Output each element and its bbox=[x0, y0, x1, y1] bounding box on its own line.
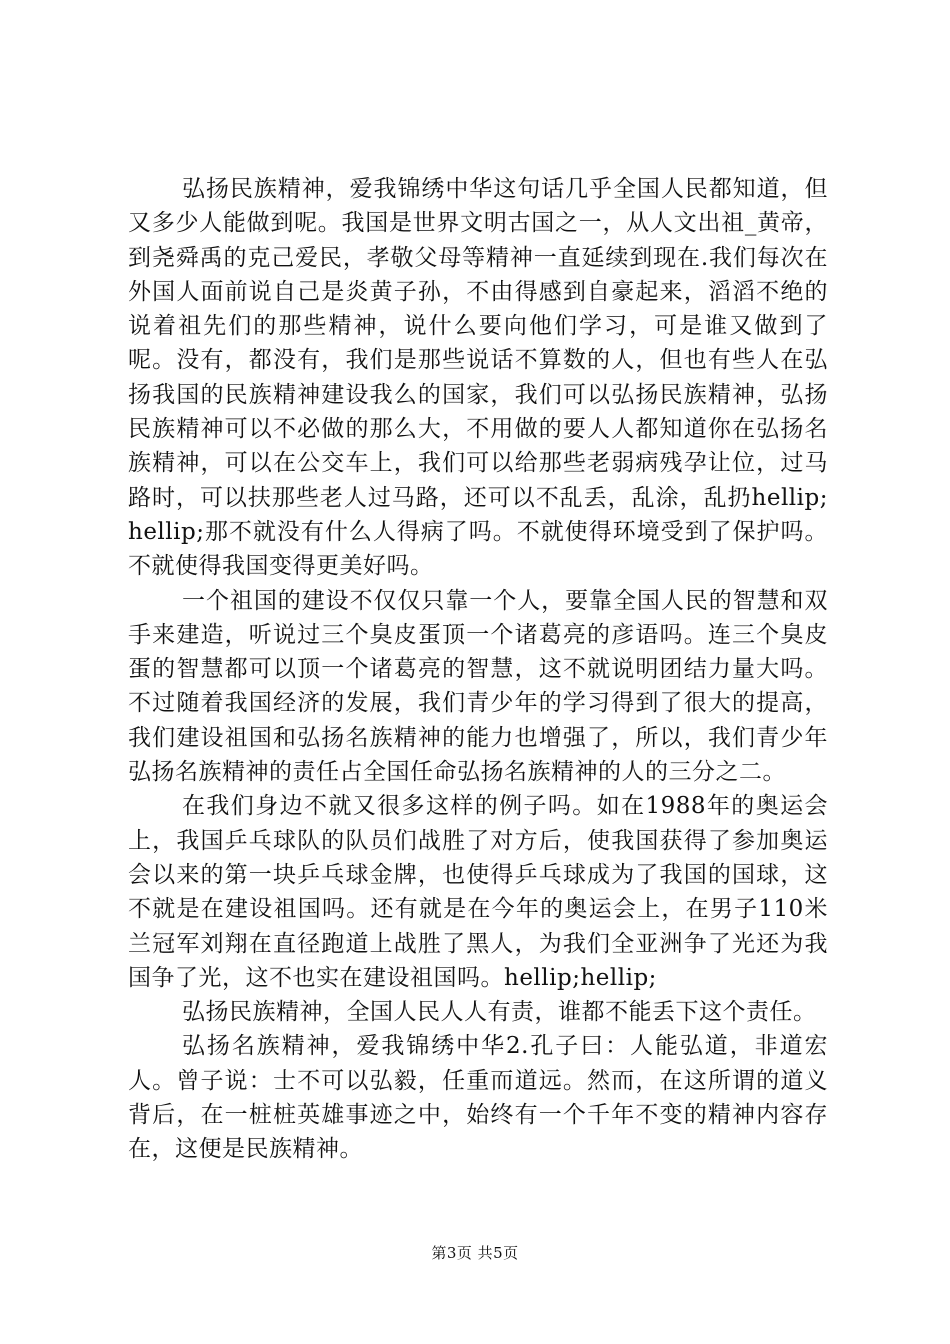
document-body bbox=[128, 172, 828, 1167]
paragraph-1: 弘扬民族精神，爱我锦绣中华这句话几乎全国人民都知道，但又多少人能做到呢。我国是世界文明古国之一，从人文出祖_黄帝，到尧舜禹的克己爱民，孝敬父母等精神一直延续到现在.我们每次在外国人面前说自己是炎黄子孙，不由得感到自豪起来，滔滔不绝的说着祖先们的那些精神，说什么要向他们学习，可是谁又做到了呢。没有，都没有，我们是那些说话不算数的人，但也有些人在弘扬我国的民族精神建设我么的国家，我们可以弘扬民族精神，弘扬民族精神可以不必做的那么大，不用做的要人人都知道你在弘扬名族精神，可以在公交车上，我们可以给那些老弱病残孕让位，过马路时，可以扶那些老人过马路，还可以不乱丢，乱涂，乱扔hellip;hellip;那不就没有什么人得病了吗。不就使得环境受到了保护吗。不就使得我国变得更美好吗。 bbox=[128, 176, 828, 580]
paragraph-3: 在我们身边不就又很多这样的例子吗。如在1988年的奥运会上，我国乒乓球队的队员们战胜了对方后，使我国获得了参加奥运会以来的第一块乒乓球金牌，也使得乒乓球成为了我国的国球，这不就是在建设祖国吗。还有就是在今年的奥运会上，在男子110米兰冠军刘翔在直径跑道上战胜了黑人，为我们全亚洲争了光还为我国争了光，这不也实在建设祖国吗。hellip;hellip; bbox=[128, 793, 828, 991]
paragraph-2: 一个祖国的建设不仅仅只靠一个人，要靠全国人民的智慧和双手来建造，听说过三个臭皮蛋顶一个诸葛亮的彦语吗。连三个臭皮蛋的智慧都可以顶一个诸葛亮的智慧，这不就说明团结力量大吗。不过随着我国经济的发展，我们青少年的学习得到了很大的提高，我们建设祖国和弘扬名族精神的能力也增强了，所以，我们青少年弘扬名族精神的责任占全国任命弘扬名族精神的人的三分之二。 bbox=[128, 587, 828, 786]
paragraph-4: 弘扬民族精神，全国人民人人有责，谁都不能丢下这个责任。 bbox=[182, 999, 817, 1026]
page-number-footer: 第3页 共5页 bbox=[431, 1244, 519, 1262]
paragraph-5: 弘扬名族精神，爱我锦绣中华2.孔子曰：人能弘道，非道宏人。曾子说：士不可以弘毅，任重而道远。然而，在这所谓的道义背后，在一桩桩英雄事迹之中，始终有一个千年不变的精神内容存在，这便是民族精神。 bbox=[128, 1033, 828, 1163]
